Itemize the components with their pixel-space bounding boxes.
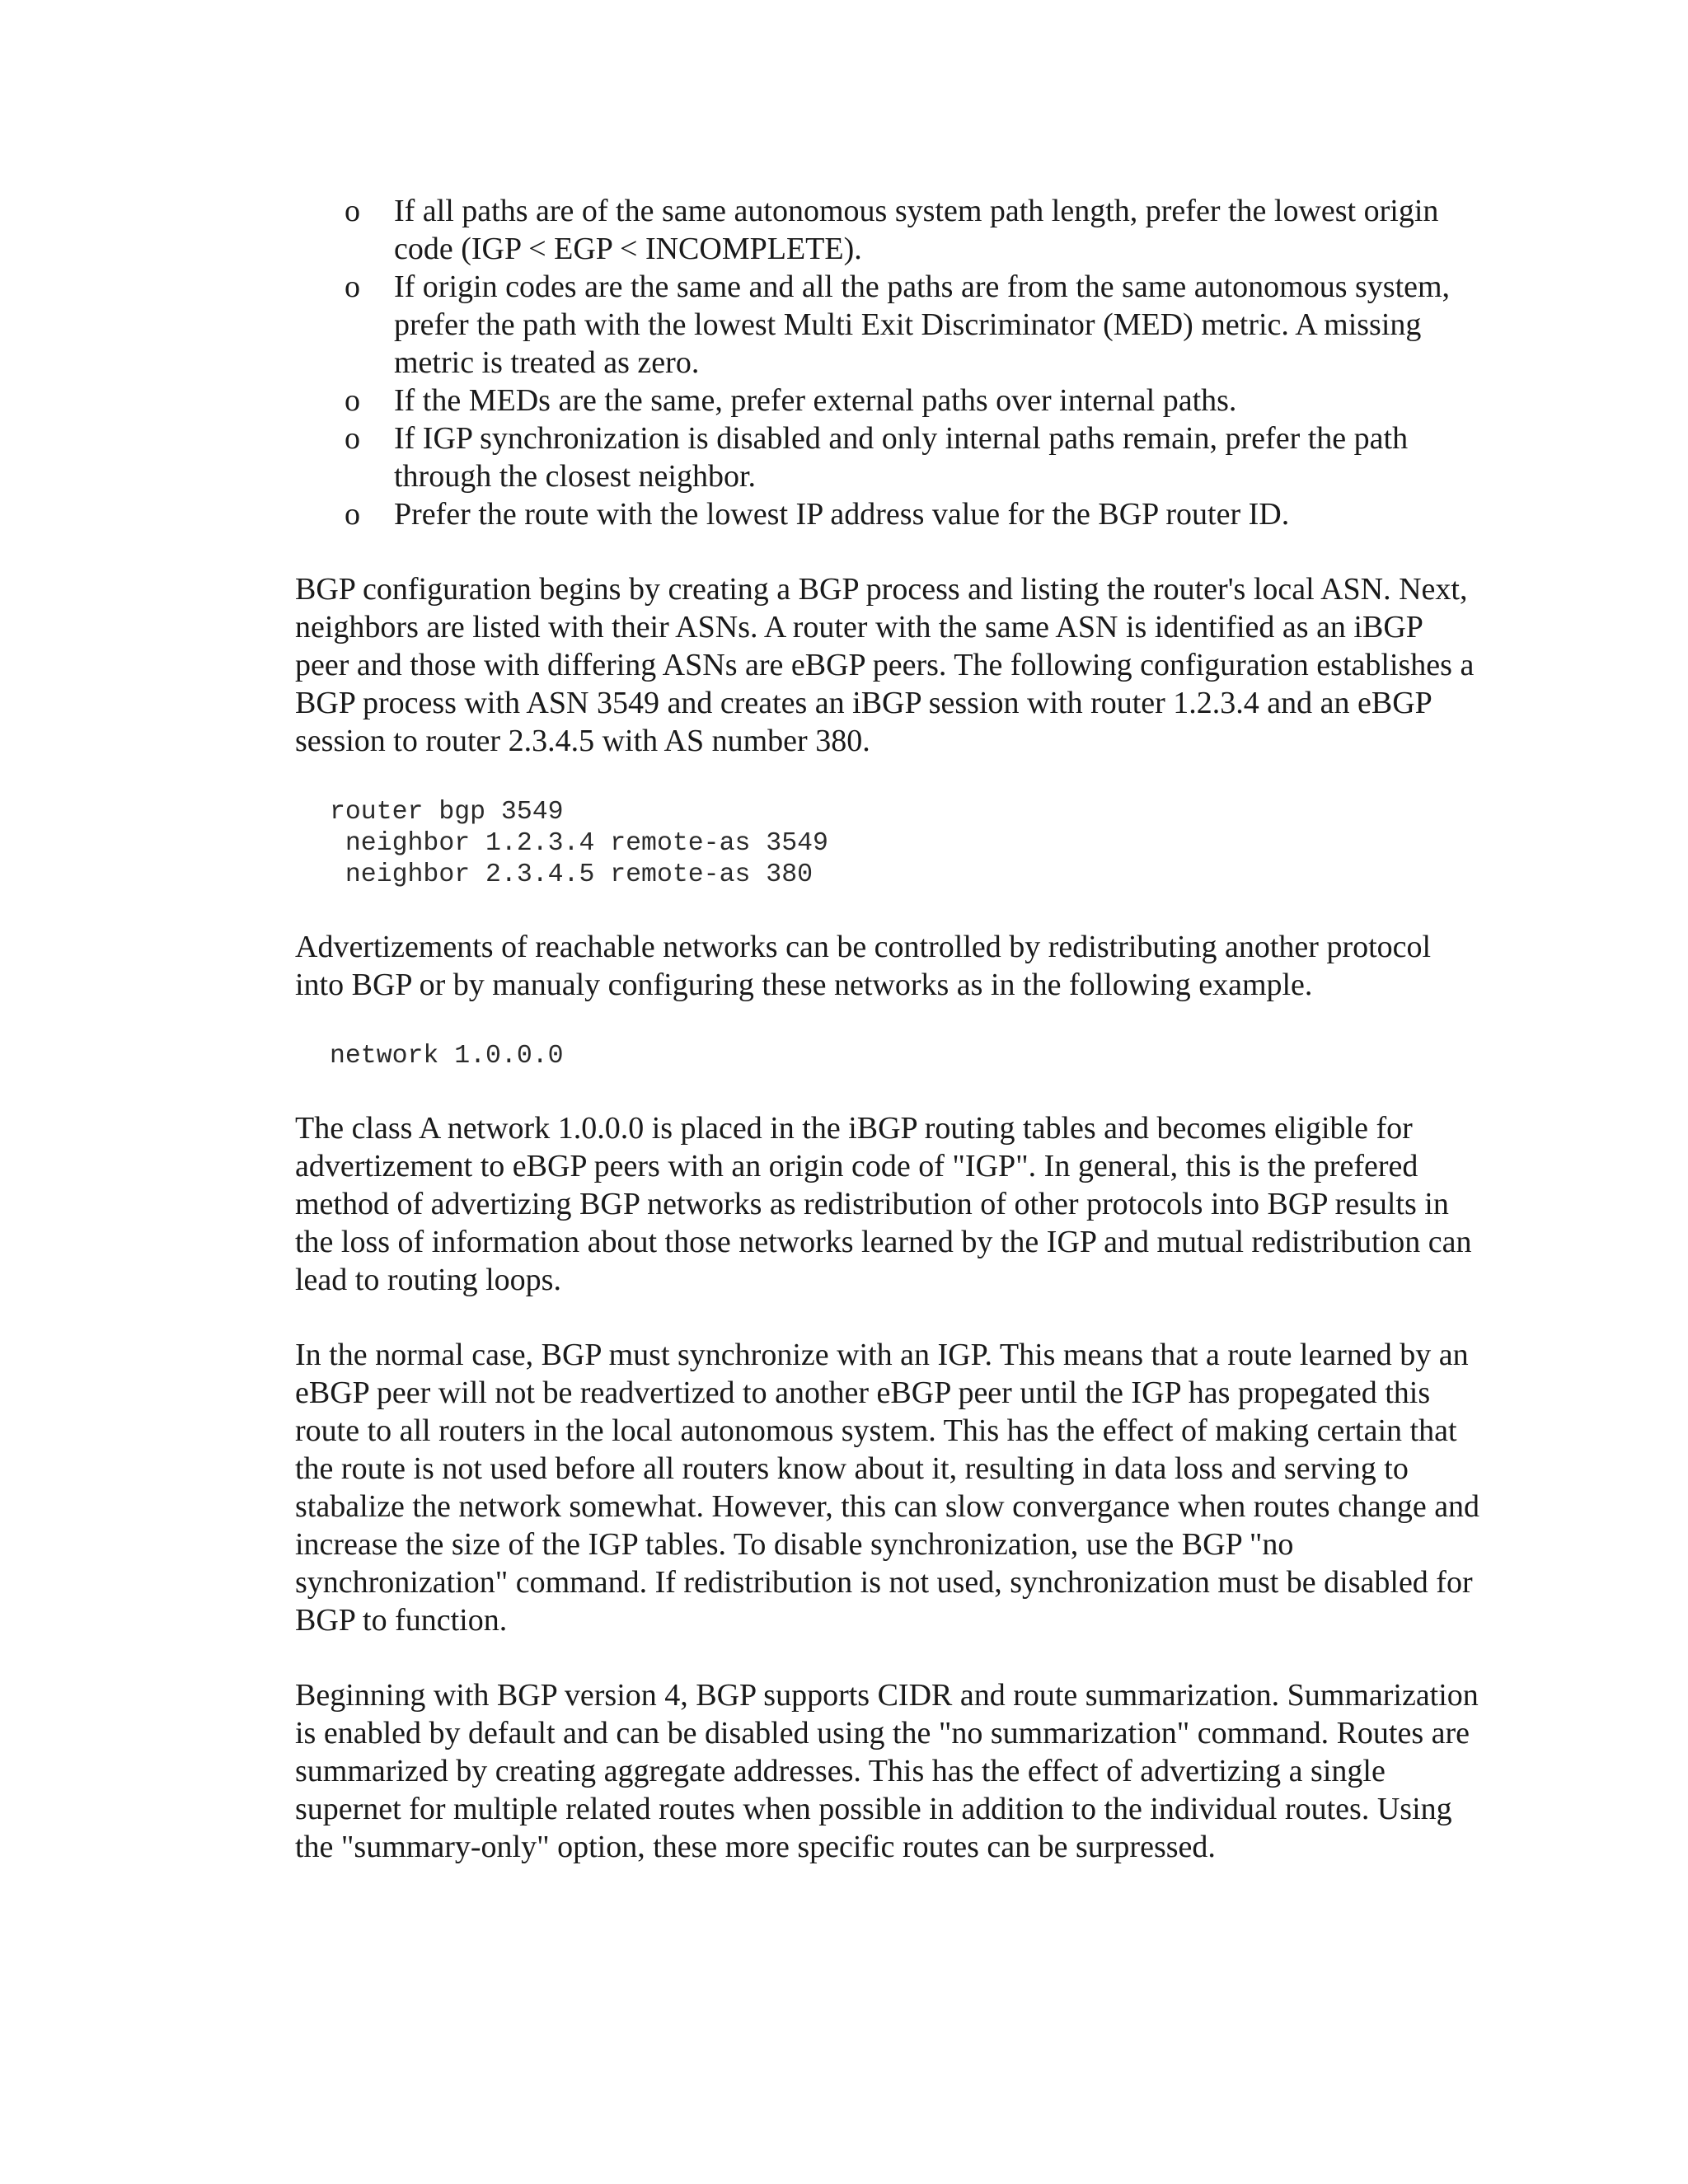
list-item-text: If IGP synchronization is disabled and only internal paths remain, prefer the path through the closest neighbor. <box>394 421 1409 494</box>
list-item-text: If all paths are of the same autonomous system path length, prefer the lowest origin code (IGP < EGP < INCOMPLETE). <box>394 194 1439 266</box>
code-block-router-bgp: router bgp 3549 neighbor 1.2.3.4 remote-as 3549 neighbor 2.3.4.5 remote-as 380 <box>330 798 828 889</box>
code-block-network: network 1.0.0.0 <box>330 1042 564 1071</box>
list-item <box>295 495 1482 533</box>
list-item-text: If the MEDs are the same, prefer external paths over internal paths. <box>394 383 1237 418</box>
path-selection-list <box>295 192 1482 533</box>
paragraph-cidr-summarization: Beginning with BGP version 4, BGP supports CIDR and route summarization. Summarization is enabled by default and can be disabled using the "no summarization" command. Routes are summarized by creating aggregate addresses. This has the effect of advertizing a single supernet for multiple related routes when possible in addition to the individual routes. Using the "summary-only" option, these more specific routes can be surpressed. <box>295 1678 1479 1864</box>
document-page <box>295 192 1482 1866</box>
list-item <box>295 268 1482 382</box>
list-item <box>295 419 1482 495</box>
list-item-text: Prefer the route with the lowest IP address value for the BGP router ID. <box>394 497 1290 532</box>
bullet-marker: o <box>345 497 360 532</box>
paragraph-synchronization: In the normal case, BGP must synchronize with an IGP. This means that a route learned by an eBGP peer will not be readvertized to another eBGP peer until the IGP has propegated this route to all routers in the local autonomous system. This has the effect of making certain that the route is not used before all routers know about it, resulting in data loss and serving to stabalize the network somewhat. However, this can slow convergance when routes change and increase the size of the IGP tables. To disable synchronization, use the BGP "no synchronization" command. If redistribution is not used, synchronization must be disabled for BGP to function. <box>295 1338 1480 1638</box>
list-item-text: If origin codes are the same and all the paths are from the same autonomous system, prefer the path with the lowest Multi Exit Discriminator (MED) metric. A missing metric is treated as zero. <box>394 269 1451 380</box>
bullet-marker: o <box>345 421 360 456</box>
bullet-marker: o <box>345 269 360 304</box>
list-item <box>295 382 1482 419</box>
paragraph-advertizements: Advertizements of reachable networks can be controlled by redistributing another protocol into BGP or by manualy configuring these networks as in the following example. <box>295 930 1432 1002</box>
bullet-marker: o <box>345 383 360 418</box>
paragraph-bgp-configuration: BGP configuration begins by creating a BGP process and listing the router's local ASN. Next, neighbors are listed with their ASNs. A router with the same ASN is identified as an iBGP peer and those with differing ASNs are eBGP peers. The following configuration establishes a BGP process with ASN 3549 and creates an iBGP session with router 1.2.3.4 and an eBGP session to router 2.3.4.5 with AS number 380. <box>295 572 1475 758</box>
list-item <box>295 192 1482 268</box>
paragraph-class-a-network: The class A network 1.0.0.0 is placed in the iBGP routing tables and becomes eligible for advertizement to eBGP peers with an origin code of "IGP". In general, this is the prefered method of advertizing BGP networks as redistribution of other protocols into BGP results in the loss of information about those networks learned by the IGP and mutual redistribution can lead to routing loops. <box>295 1111 1472 1297</box>
bullet-marker: o <box>345 194 360 228</box>
